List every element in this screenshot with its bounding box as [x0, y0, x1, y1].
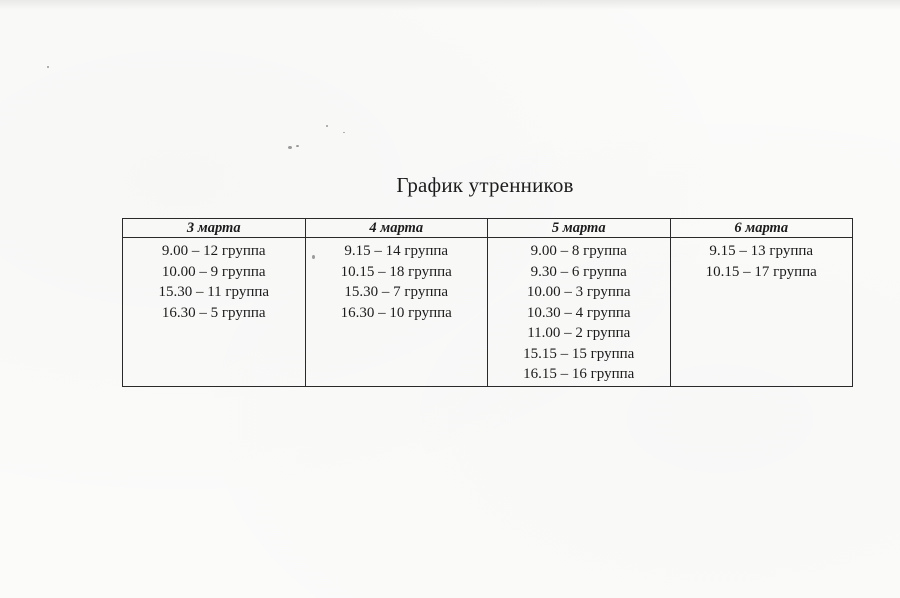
schedule-entry: 11.00 – 2 группа — [527, 325, 631, 341]
day-cell — [305, 238, 488, 387]
scan-speck — [343, 132, 345, 133]
schedule-entry: 15.30 – 11 группа — [158, 284, 270, 300]
header-row — [123, 219, 853, 238]
day-cell — [123, 238, 306, 387]
schedule-entry: 15.15 – 15 группа — [523, 345, 635, 362]
schedule-entry: 10.15 – 17 группа — [705, 263, 817, 280]
day-header: 5 марта — [488, 219, 671, 238]
schedule-entry: 16.30 – 10 группа — [340, 304, 452, 321]
schedule-entry: 10.15 – 18 группа — [340, 263, 452, 280]
day-cell — [670, 238, 853, 387]
scan-speck — [326, 125, 328, 127]
schedule-entry: 10.00 – 3 группа — [526, 284, 631, 300]
schedule-entry: 9.15 – 13 группа — [709, 243, 814, 259]
schedule-table — [122, 218, 853, 387]
schedule-entry: 15.30 – 7 группа — [344, 284, 449, 300]
schedule-entry: 9.00 – 12 группа — [161, 243, 266, 259]
day-cell — [488, 238, 671, 387]
scan-speck — [288, 146, 292, 149]
schedule-row — [123, 238, 853, 387]
day-header: 4 марта — [305, 219, 488, 238]
schedule-entry: 10.00 – 9 группа — [161, 263, 266, 280]
schedule-entry: 9.30 – 6 группа — [530, 263, 627, 280]
schedule-entry: 10.30 – 4 группа — [526, 304, 631, 321]
scan-speck — [296, 145, 299, 147]
scan-top-edge — [0, 0, 900, 10]
schedule-entry: 16.15 – 16 группа — [523, 366, 635, 382]
schedule-entry: 16.30 – 5 группа — [161, 304, 266, 321]
day-header: 3 марта — [123, 219, 306, 238]
page-title: График утренников — [396, 173, 574, 197]
schedule-entry: 9.00 – 8 группа — [530, 243, 627, 259]
schedule-entry: 9.15 – 14 группа — [344, 243, 449, 259]
scan-speck — [47, 66, 49, 68]
day-header: 6 марта — [670, 219, 853, 238]
